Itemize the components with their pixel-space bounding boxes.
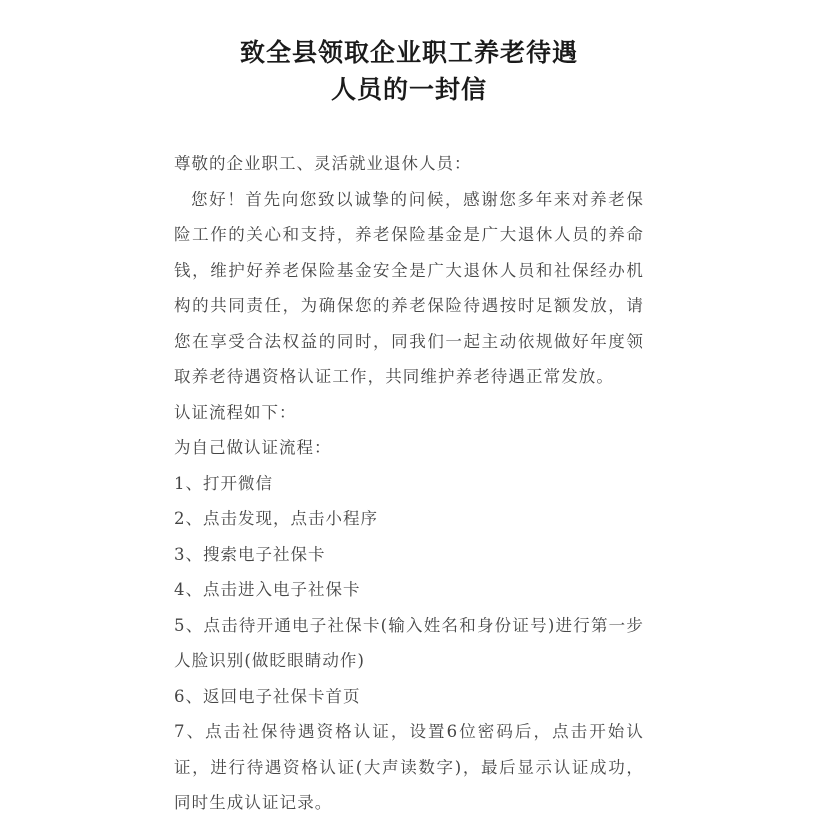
- salutation: 尊敬的企业职工、灵活就业退休人员：: [174, 154, 472, 173]
- step-item: 3、搜索电子社保卡: [174, 544, 326, 564]
- step-item: 1、打开微信: [174, 473, 273, 493]
- self-cert-heading: 为自己做认证流程：: [174, 438, 332, 457]
- document-title-line-1: 致全县领取企业职工养老待遇: [239, 38, 578, 67]
- step-item: 6、返回电子社保卡首页: [174, 686, 361, 706]
- step-item: 7、点击社保待遇资格认证，设置6位密码后，点击开始认证，进行待遇资格认证(大声读数字)，最后显示认证成功，同时生成认证记录。: [174, 722, 644, 812]
- document-title-line-2: 人员的一封信: [330, 75, 487, 104]
- letter-body: [174, 146, 644, 821]
- step-item: 4、点击进入电子社保卡: [174, 580, 361, 599]
- step-item: 5、点击待开通电子社保卡(输入姓名和身份证号)进行第一步人脸识别(做眨眼睛动作): [174, 615, 644, 670]
- process-heading: 认证流程如下：: [174, 402, 297, 422]
- step-item: 2、点击发现，点击小程序: [174, 509, 378, 528]
- intro-paragraph: 您好！首先向您致以诚挚的问候，感谢您多年来对养老保险工作的关心和支持，养老保险基金是广大退休人员的养命钱，维护好养老保险基金安全是广大退休人员和社保经办机构的共同责任，为确保您的养老保险待遇按时足额发放，请您在享受合法权益的同时，同我们一起主动依规做好年度领取养老待遇资格认证工作，共同维护养老待遇正常发放。: [174, 189, 644, 386]
